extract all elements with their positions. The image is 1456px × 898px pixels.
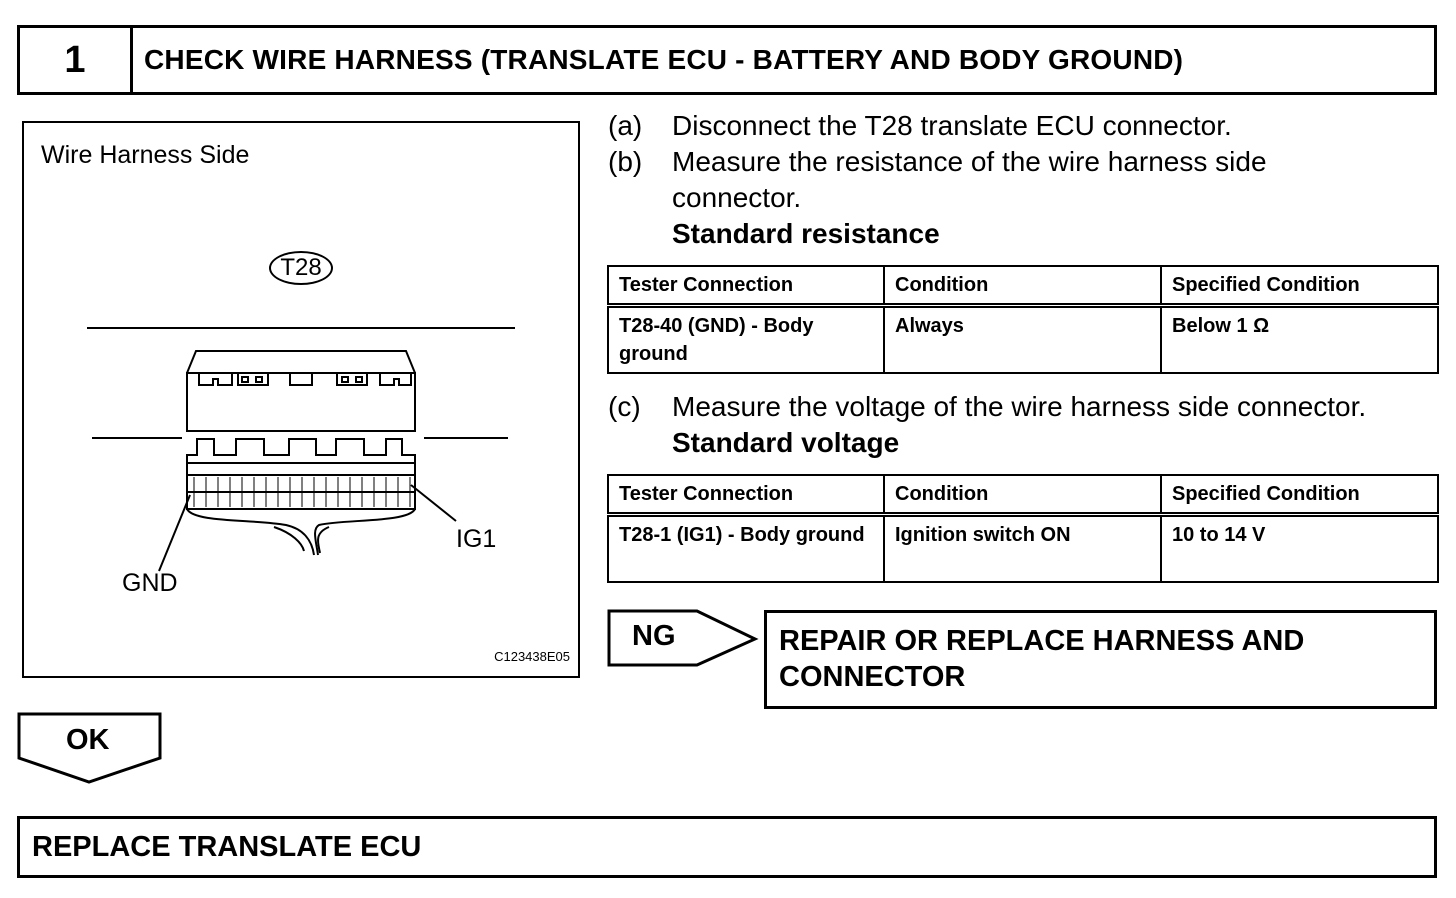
connector-illustration	[22, 121, 580, 678]
table-header-cell: Specified Condition	[1161, 475, 1438, 515]
table-cell: Always	[884, 306, 1161, 374]
ng-label: NG	[632, 620, 676, 652]
step-a-text: Disconnect the T28 translate ECU connector.	[672, 110, 1232, 141]
step-b-text-line1: Measure the resistance of the wire harness side	[672, 146, 1267, 177]
figure-label: Wire Harness Side	[41, 141, 250, 169]
table-row	[608, 515, 1438, 583]
ok-result-text: REPLACE TRANSLATE ECU	[32, 830, 422, 863]
step-c-label: (c)	[608, 391, 641, 422]
step-header	[17, 25, 1437, 95]
table-header-row	[608, 475, 1438, 515]
instructions-c	[608, 389, 1438, 465]
ng-result-box	[764, 610, 1437, 709]
step-a-label: (a)	[608, 110, 643, 141]
step-number: 1	[20, 28, 133, 92]
table-cell: Below 1 Ω	[1161, 306, 1438, 374]
ok-label: OK	[66, 724, 110, 756]
ng-arrow-icon	[607, 609, 759, 669]
voltage-spec-table	[607, 474, 1439, 583]
gnd-pin-label: GND	[122, 569, 178, 597]
table-header-cell: Tester Connection	[608, 266, 884, 306]
instructions-ab	[608, 108, 1438, 258]
table-row	[608, 306, 1438, 374]
table-cell: 10 to 14 V	[1161, 515, 1438, 583]
resistance-spec-table	[607, 265, 1439, 374]
table-cell: T28-40 (GND) - Body ground	[608, 306, 884, 374]
standard-voltage-heading: Standard voltage	[672, 427, 900, 458]
step-c-text: Measure the voltage of the wire harness side connector.	[672, 391, 1367, 422]
table-cell: Ignition switch ON	[884, 515, 1161, 583]
connector-id: T28	[280, 254, 322, 281]
figure-id: C123438E05	[494, 649, 570, 664]
step-b-text-line2: connector.	[672, 182, 802, 213]
step-title: CHECK WIRE HARNESS (TRANSLATE ECU - BATTERY AND BODY GROUND)	[144, 44, 1184, 75]
table-header-cell: Tester Connection	[608, 475, 884, 515]
table-cell: T28-1 (IG1) - Body ground	[608, 515, 884, 583]
table-header-row	[608, 266, 1438, 306]
connector-drawing	[24, 123, 580, 678]
table-header-cell: Condition	[884, 266, 1161, 306]
ig1-pin-label: IG1	[456, 525, 497, 553]
standard-resistance-heading: Standard resistance	[672, 218, 940, 249]
ng-result-text: REPAIR OR REPLACE HARNESS AND CONNECTOR	[779, 625, 1305, 693]
table-header-cell: Condition	[884, 475, 1161, 515]
table-header-cell: Specified Condition	[1161, 266, 1438, 306]
step-b-label: (b)	[608, 146, 643, 177]
ok-result-box	[17, 816, 1437, 878]
